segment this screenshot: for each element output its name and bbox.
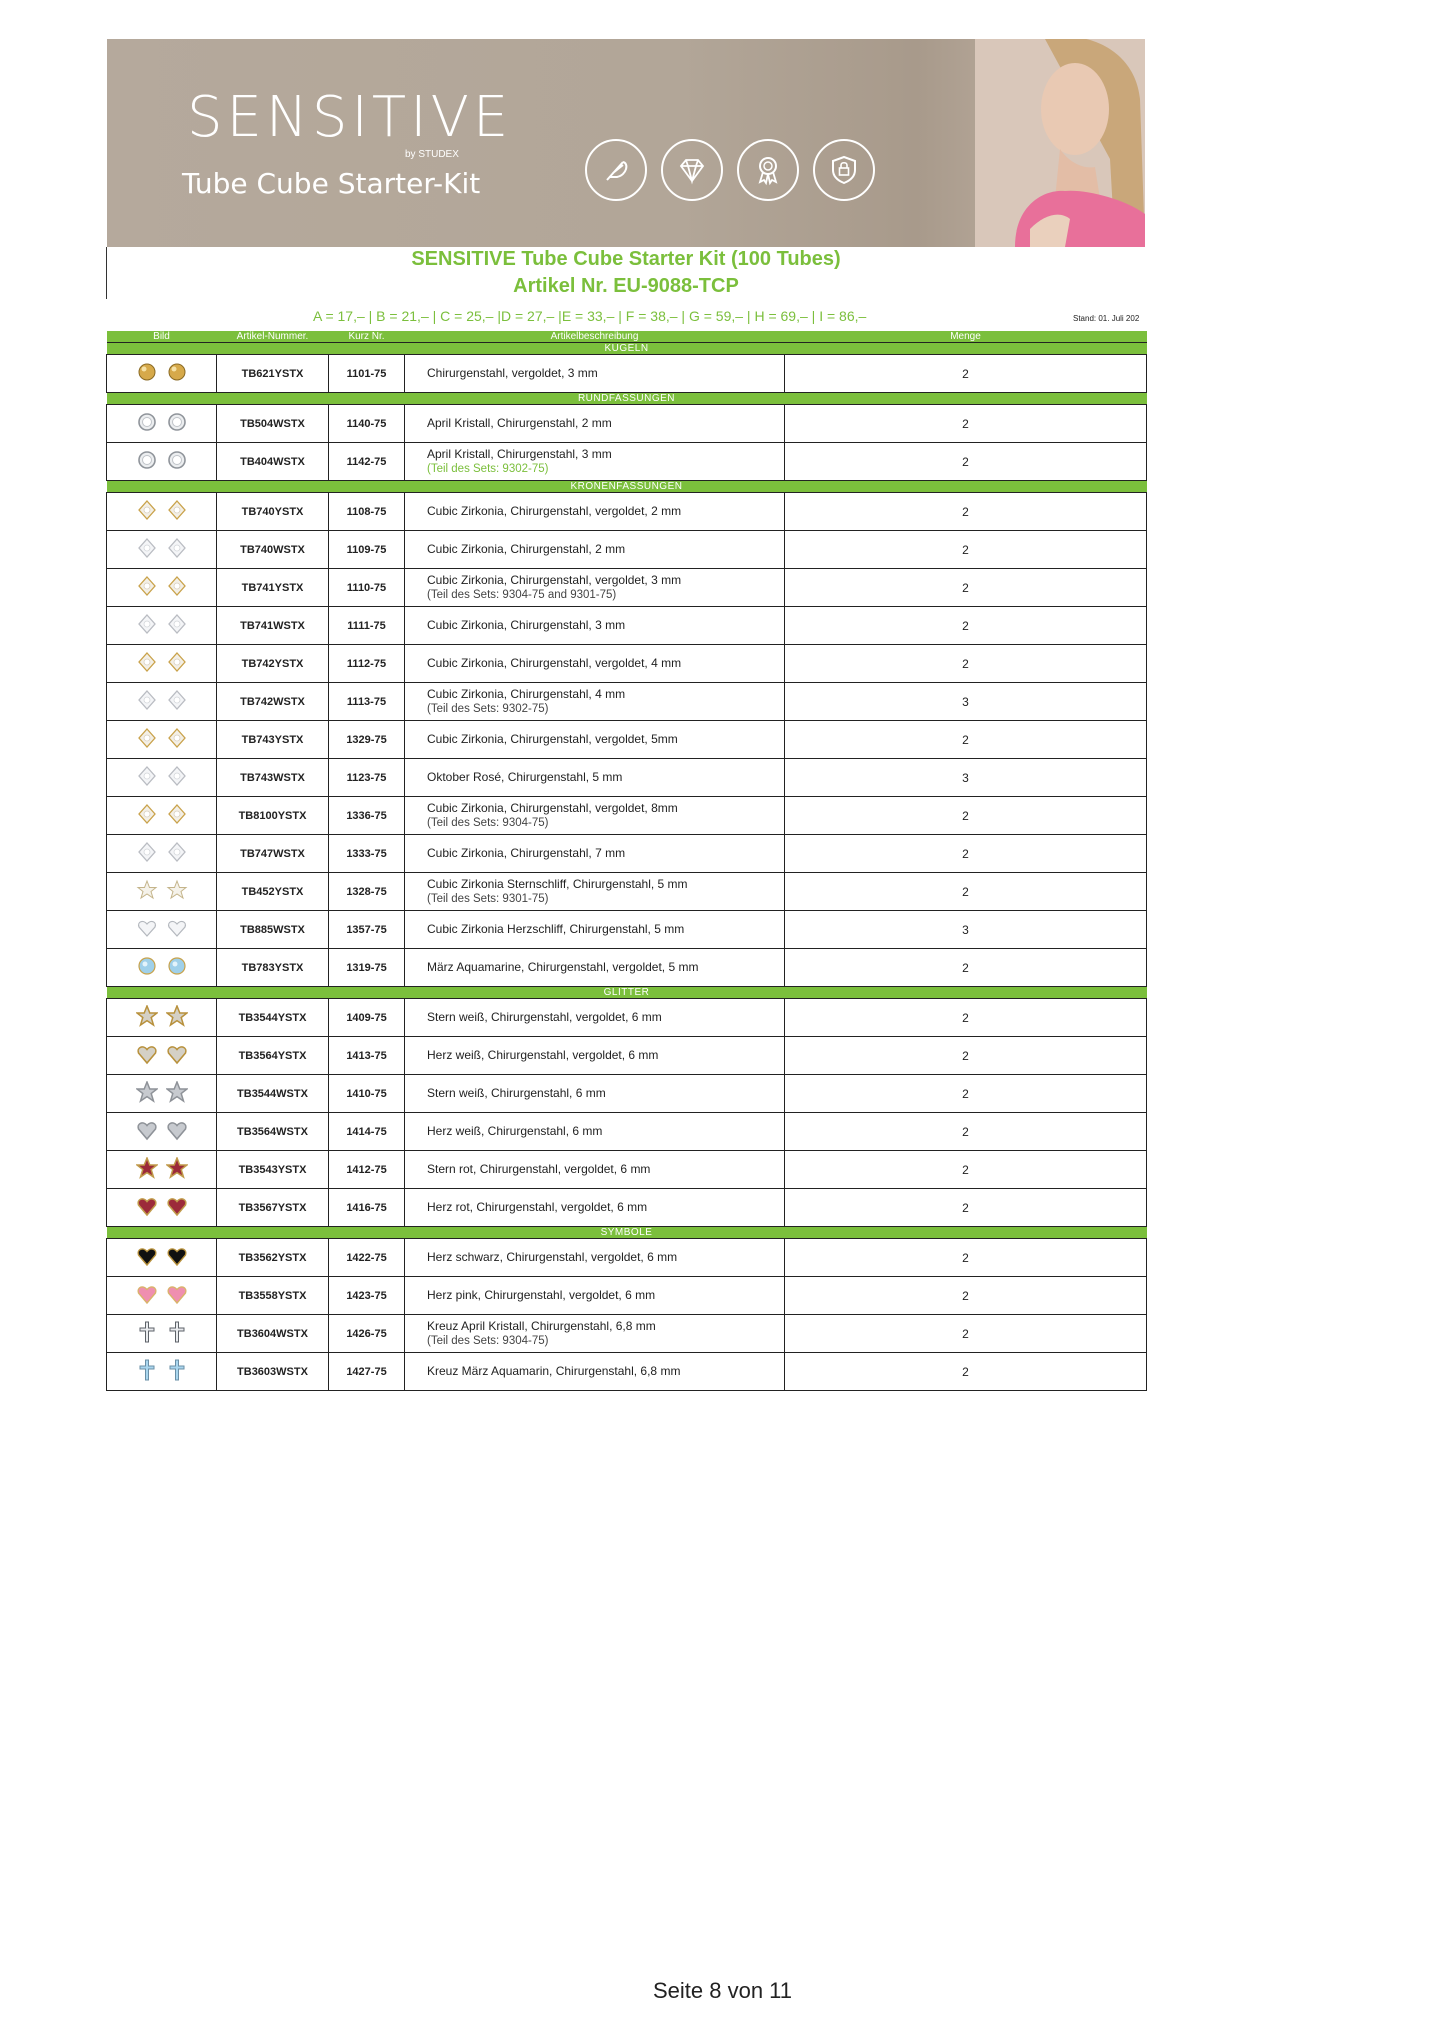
model-photo: [975, 39, 1145, 247]
description-cell: [405, 797, 785, 835]
table-row: [107, 759, 1147, 797]
heart-glitter-gold-icon: [136, 1043, 188, 1065]
quantity-cell: 2: [785, 569, 1147, 607]
short-number-cell: 1109-75: [329, 531, 405, 569]
description-text: Cubic Zirkonia, Chirurgenstahl, vergoldet, 5mm: [427, 732, 678, 746]
description-text: Cubic Zirkonia, Chirurgenstahl, 7 mm: [427, 846, 626, 860]
description-text: Herz schwarz, Chirurgenstahl, vergoldet, 6 mm: [427, 1250, 678, 1264]
table-row: [107, 1189, 1147, 1227]
description-cell: [405, 405, 785, 443]
feather-icon: [585, 139, 647, 201]
heart-crystal-icon: [136, 917, 188, 939]
banner-subtitle: Tube Cube Starter-Kit: [182, 167, 481, 200]
short-number-cell: 1427-75: [329, 1353, 405, 1391]
description-text: Stern rot, Chirurgenstahl, vergoldet, 6 mm: [427, 1162, 651, 1176]
quantity-cell: 2: [785, 835, 1147, 873]
description-cell: [405, 531, 785, 569]
description-cell: [405, 443, 785, 481]
article-number-cell: TB3558YSTX: [217, 1277, 329, 1315]
article-number-cell: TB743YSTX: [217, 721, 329, 759]
article-number-cell: TB741YSTX: [217, 569, 329, 607]
description-cell: [405, 1239, 785, 1277]
short-number-cell: 1101-75: [329, 355, 405, 393]
article-number-cell: TB783YSTX: [217, 949, 329, 987]
description-cell: [405, 1113, 785, 1151]
description-cell: [405, 1151, 785, 1189]
table-row: [107, 405, 1147, 443]
product-image: [107, 721, 217, 759]
col-artikel: Artikel-Nummer.: [217, 331, 329, 343]
description-text: April Kristall, Chirurgenstahl, 2 mm: [427, 416, 612, 430]
description-text: Cubic Zirkonia, Chirurgenstahl, 3 mm: [427, 618, 626, 632]
quantity-cell: 2: [785, 493, 1147, 531]
description-cell: [405, 1315, 785, 1353]
product-image: [107, 1277, 217, 1315]
set-note: (Teil des Sets: 9302-75): [427, 462, 549, 475]
article-number-cell: TB3567YSTX: [217, 1189, 329, 1227]
page-title: SENSITIVE Tube Cube Starter Kit (100 Tubes): [411, 248, 841, 270]
article-number-cell: TB3604WSTX: [217, 1315, 329, 1353]
table-row: [107, 645, 1147, 683]
short-number-cell: 1108-75: [329, 493, 405, 531]
product-image: [107, 1151, 217, 1189]
quantity-cell: 2: [785, 607, 1147, 645]
heart-glitter-red-icon: [136, 1195, 188, 1217]
brand-logo: SENSITIVE: [187, 85, 513, 150]
product-image: [107, 493, 217, 531]
product-image: [107, 645, 217, 683]
description-cell: [405, 721, 785, 759]
product-image: [107, 443, 217, 481]
short-number-cell: 1357-75: [329, 911, 405, 949]
description-cell: [405, 645, 785, 683]
description-cell: [405, 1075, 785, 1113]
product-image: [107, 797, 217, 835]
crown-gold-icon: [136, 803, 188, 825]
product-image: [107, 873, 217, 911]
short-number-cell: 1336-75: [329, 797, 405, 835]
description-cell: [405, 1037, 785, 1075]
article-number-cell: TB740WSTX: [217, 531, 329, 569]
product-image: [107, 911, 217, 949]
quantity-cell: 2: [785, 443, 1147, 481]
description-cell: [405, 493, 785, 531]
short-number-cell: 1111-75: [329, 607, 405, 645]
gold-ball-icon: [136, 361, 188, 383]
product-image: [107, 1113, 217, 1151]
article-number-cell: TB3544WSTX: [217, 1075, 329, 1113]
shield-lock-icon: [813, 139, 875, 201]
table-row: [107, 721, 1147, 759]
quantity-cell: 2: [785, 1353, 1147, 1391]
description-text: Cubic Zirkonia Sternschliff, Chirurgenstahl, 5 mm: [427, 876, 688, 891]
crown-silver-icon: [136, 537, 188, 559]
article-number-cell: TB452YSTX: [217, 873, 329, 911]
table-row: [107, 1151, 1147, 1189]
product-image: [107, 531, 217, 569]
quantity-cell: 2: [785, 1189, 1147, 1227]
quantity-cell: 3: [785, 759, 1147, 797]
crown-silver-icon: [136, 765, 188, 787]
description-cell: [405, 683, 785, 721]
quantity-cell: 2: [785, 721, 1147, 759]
page-footer: Seite 8 von 11: [652, 1978, 793, 2003]
quantity-cell: 2: [785, 1277, 1147, 1315]
price-legend: A = 17,– | B = 21,– | C = 25,– |D = 27,– |E = 33,– | F = 38,– | G = 59,– | H = 69,– | I = 86,–: [313, 308, 867, 324]
table-row: [107, 607, 1147, 645]
product-image: [107, 1037, 217, 1075]
article-number-cell: TB747WSTX: [217, 835, 329, 873]
table-row: [107, 949, 1147, 987]
description-cell: [405, 569, 785, 607]
crown-gold-icon: [136, 575, 188, 597]
table-row: [107, 873, 1147, 911]
section-title: SYMBOLE: [107, 1227, 1147, 1239]
product-image: [107, 569, 217, 607]
article-number-cell: TB504WSTX: [217, 405, 329, 443]
quantity-cell: 2: [785, 645, 1147, 683]
col-bild: Bild: [107, 331, 217, 343]
description-text: Herz weiß, Chirurgenstahl, 6 mm: [427, 1124, 603, 1138]
product-image: [107, 835, 217, 873]
short-number-cell: 1112-75: [329, 645, 405, 683]
round-bezel-icon: [136, 449, 188, 471]
round-bezel-icon: [136, 411, 188, 433]
description-text: Cubic Zirkonia, Chirurgenstahl, vergoldet, 4 mm: [427, 656, 682, 670]
set-note: (Teil des Sets: 9304-75 and 9301-75): [427, 588, 617, 601]
table-row: [107, 1239, 1147, 1277]
description-text: Cubic Zirkonia, Chirurgenstahl, vergoldet, 3 mm: [427, 572, 682, 587]
table-row: [107, 531, 1147, 569]
description-cell: [405, 835, 785, 873]
description-text: Herz weiß, Chirurgenstahl, vergoldet, 6 mm: [427, 1048, 659, 1062]
table-row: [107, 1075, 1147, 1113]
description-cell: [405, 999, 785, 1037]
aquamarine-icon: [136, 955, 188, 977]
award-icon: [737, 139, 799, 201]
table-row: [107, 443, 1147, 481]
article-number-cell: TB742WSTX: [217, 683, 329, 721]
col-kurz: Kurz Nr.: [329, 331, 405, 343]
description-text: Kreuz März Aquamarin, Chirurgenstahl, 6,8 mm: [427, 1364, 681, 1378]
short-number-cell: 1110-75: [329, 569, 405, 607]
section-header: [107, 393, 1147, 405]
stand-date: Stand: 01. Juli 202: [1073, 314, 1140, 323]
short-number-cell: 1123-75: [329, 759, 405, 797]
set-note: (Teil des Sets: 9301-75): [427, 892, 549, 905]
article-number-cell: TB740YSTX: [217, 493, 329, 531]
section-title: KUGELN: [107, 343, 1147, 355]
short-number-cell: 1426-75: [329, 1315, 405, 1353]
brand-by: by STUDEX: [405, 149, 459, 160]
description-text: Oktober Rosé, Chirurgenstahl, 5 mm: [427, 770, 623, 784]
article-number-cell: TB742YSTX: [217, 645, 329, 683]
section-header: [107, 1227, 1147, 1239]
short-number-cell: 1333-75: [329, 835, 405, 873]
quantity-cell: 2: [785, 1113, 1147, 1151]
set-note: (Teil des Sets: 9304-75): [427, 816, 549, 829]
quantity-cell: 2: [785, 797, 1147, 835]
short-number-cell: 1140-75: [329, 405, 405, 443]
article-number: Artikel Nr. EU-9088-TCP: [513, 275, 739, 297]
description-cell: [405, 1277, 785, 1315]
table-header: [107, 331, 1147, 343]
short-number-cell: 1414-75: [329, 1113, 405, 1151]
quantity-cell: 3: [785, 683, 1147, 721]
col-menge: Menge: [785, 331, 1147, 343]
article-number-cell: TB3564WSTX: [217, 1113, 329, 1151]
product-image: [107, 759, 217, 797]
product-image: [107, 683, 217, 721]
description-text: März Aquamarine, Chirurgenstahl, vergoldet, 5 mm: [427, 960, 699, 974]
article-number-cell: TB3564YSTX: [217, 1037, 329, 1075]
star-crystal-icon: [136, 879, 188, 901]
diamond-icon: [661, 139, 723, 201]
product-table: [106, 331, 1147, 1391]
quantity-cell: 2: [785, 1315, 1147, 1353]
crown-gold-icon: [136, 727, 188, 749]
description-cell: [405, 1189, 785, 1227]
short-number-cell: 1413-75: [329, 1037, 405, 1075]
crown-silver-icon: [136, 613, 188, 635]
table-row: [107, 835, 1147, 873]
header-banner: [107, 39, 1145, 247]
quantity-cell: 2: [785, 1239, 1147, 1277]
quantity-cell: 2: [785, 873, 1147, 911]
table-row: [107, 999, 1147, 1037]
article-number-cell: TB3562YSTX: [217, 1239, 329, 1277]
article-number-cell: TB3543YSTX: [217, 1151, 329, 1189]
table-row: [107, 1315, 1147, 1353]
section-title: KRONENFASSUNGEN: [107, 481, 1147, 493]
set-note: (Teil des Sets: 9302-75): [427, 702, 549, 715]
product-image: [107, 607, 217, 645]
description-text: Stern weiß, Chirurgenstahl, vergoldet, 6 mm: [427, 1010, 662, 1024]
cross-crystal-icon: [136, 1321, 188, 1343]
table-row: [107, 355, 1147, 393]
quantity-cell: 2: [785, 999, 1147, 1037]
star-glitter-silver-icon: [136, 1081, 188, 1103]
description-text: Chirurgenstahl, vergoldet, 3 mm: [427, 366, 598, 380]
article-number-cell: TB741WSTX: [217, 607, 329, 645]
product-image: [107, 1353, 217, 1391]
product-image: [107, 1189, 217, 1227]
quantity-cell: 2: [785, 405, 1147, 443]
table-row: [107, 1353, 1147, 1391]
table-row: [107, 683, 1147, 721]
crown-silver-icon: [136, 689, 188, 711]
quantity-cell: 2: [785, 949, 1147, 987]
description-text: Cubic Zirkonia Herzschliff, Chirurgenstahl, 5 mm: [427, 922, 685, 936]
section-header: [107, 343, 1147, 355]
quantity-cell: 2: [785, 355, 1147, 393]
quantity-cell: 2: [785, 1075, 1147, 1113]
short-number-cell: 1329-75: [329, 721, 405, 759]
set-note: (Teil des Sets: 9304-75): [427, 1334, 549, 1347]
short-number-cell: 1423-75: [329, 1277, 405, 1315]
table-row: [107, 493, 1147, 531]
short-number-cell: 1328-75: [329, 873, 405, 911]
table-row: [107, 1037, 1147, 1075]
article-number-cell: TB743WSTX: [217, 759, 329, 797]
product-image: [107, 1315, 217, 1353]
description-text: Kreuz April Kristall, Chirurgenstahl, 6,8 mm: [427, 1318, 656, 1333]
short-number-cell: 1422-75: [329, 1239, 405, 1277]
short-number-cell: 1142-75: [329, 443, 405, 481]
heart-black-icon: [136, 1245, 188, 1267]
description-cell: [405, 873, 785, 911]
heart-glitter-silver-icon: [136, 1119, 188, 1141]
description-cell: [405, 759, 785, 797]
article-number-cell: TB621YSTX: [217, 355, 329, 393]
product-image: [107, 999, 217, 1037]
section-title: GLITTER: [107, 987, 1147, 999]
product-image: [107, 355, 217, 393]
table-row: [107, 1113, 1147, 1151]
crown-gold-icon: [136, 651, 188, 673]
article-number-cell: TB885WSTX: [217, 911, 329, 949]
crown-gold-icon: [136, 499, 188, 521]
description-text: Cubic Zirkonia, Chirurgenstahl, vergoldet, 2 mm: [427, 504, 682, 518]
quantity-cell: 2: [785, 531, 1147, 569]
short-number-cell: 1113-75: [329, 683, 405, 721]
description-text: Herz pink, Chirurgenstahl, vergoldet, 6 mm: [427, 1288, 656, 1302]
quantity-cell: 3: [785, 911, 1147, 949]
description-text: Stern weiß, Chirurgenstahl, 6 mm: [427, 1086, 606, 1100]
col-beschreibung: Artikelbeschreibung: [405, 331, 785, 343]
short-number-cell: 1319-75: [329, 949, 405, 987]
short-number-cell: 1416-75: [329, 1189, 405, 1227]
description-text: Cubic Zirkonia, Chirurgenstahl, 4 mm: [427, 686, 626, 701]
description-text: April Kristall, Chirurgenstahl, 3 mm: [427, 446, 612, 461]
quantity-cell: 2: [785, 1037, 1147, 1075]
short-number-cell: 1412-75: [329, 1151, 405, 1189]
product-image: [107, 405, 217, 443]
description-text: Cubic Zirkonia, Chirurgenstahl, 2 mm: [427, 542, 626, 556]
heart-pink-icon: [136, 1283, 188, 1305]
product-image: [107, 1239, 217, 1277]
table-row: [107, 911, 1147, 949]
description-text: Herz rot, Chirurgenstahl, vergoldet, 6 mm: [427, 1200, 648, 1214]
table-row: [107, 1277, 1147, 1315]
product-image: [107, 949, 217, 987]
table-row: [107, 797, 1147, 835]
product-image: [107, 1075, 217, 1113]
short-number-cell: 1409-75: [329, 999, 405, 1037]
description-cell: [405, 607, 785, 645]
feature-icons: [585, 139, 875, 201]
article-number-cell: TB3544YSTX: [217, 999, 329, 1037]
section-header: [107, 987, 1147, 999]
article-number-cell: TB404WSTX: [217, 443, 329, 481]
description-cell: [405, 949, 785, 987]
section-title: RUNDFASSUNGEN: [107, 393, 1147, 405]
description-cell: [405, 355, 785, 393]
section-header: [107, 481, 1147, 493]
table-row: [107, 569, 1147, 607]
description-cell: [405, 911, 785, 949]
quantity-cell: 2: [785, 1151, 1147, 1189]
description-text: Cubic Zirkonia, Chirurgenstahl, vergoldet, 8mm: [427, 800, 678, 815]
star-glitter-gold-icon: [136, 1005, 188, 1027]
crown-silver-icon: [136, 841, 188, 863]
article-number-cell: TB8100YSTX: [217, 797, 329, 835]
cross-aqua-icon: [136, 1359, 188, 1381]
star-glitter-red-icon: [136, 1157, 188, 1179]
description-cell: [405, 1353, 785, 1391]
article-number-cell: TB3603WSTX: [217, 1353, 329, 1391]
short-number-cell: 1410-75: [329, 1075, 405, 1113]
